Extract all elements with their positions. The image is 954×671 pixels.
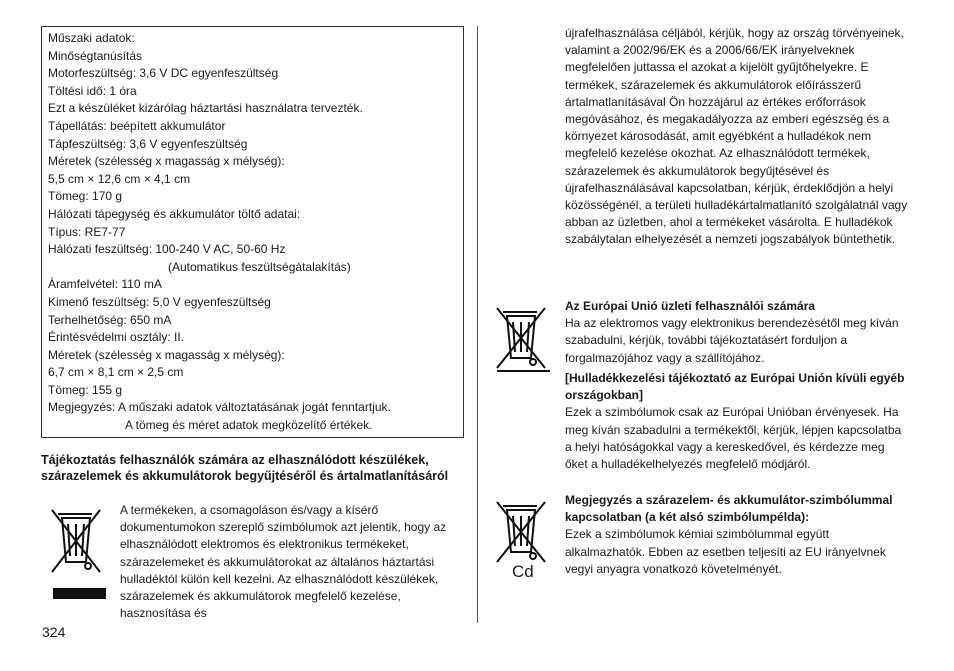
spec-line: Típus: RE7-77 (48, 224, 126, 239)
spec-line: Tápellátás: beépített akkumulátor (48, 118, 226, 133)
spec-line: Töltési idő: 1 óra (48, 83, 137, 98)
black-bar-marker (53, 588, 106, 599)
battery-symbol-note-section (565, 492, 910, 578)
column-divider (477, 26, 478, 623)
eu-business-heading: Az Európai Unió üzleti felhasználói számára (565, 299, 816, 313)
spec-line: Tömeg: 155 g (48, 382, 123, 397)
spec-line: Hálózati tápegység és akkumulátor töltő adatai: (48, 206, 301, 221)
battery-symbol-body: Ezek a szimbólumok kémiai szimbólummal együtt alkalmazhatók. Ebben az esetben teljesíti az EU irányelvnek vegyi anyagra vonatkozó követelményét. (565, 527, 886, 576)
spec-line: Motorfeszültség: 3,6 V DC egyenfeszültség (48, 66, 279, 81)
non-eu-body: Ezek a szimbólumok csak az Európai Unióban érvényesek. Ha meg kíván szabadulni a termékektől, kérjük, lépjen kapcsolatba a helyi hatóságokkal vagy a kereskedővel, és kérdezze meg őket a hulladékelhelyezés megfelelő módjáról. (565, 405, 902, 472)
spec-line: Hálózati feszültség: 100-240 V AC, 50-60 Hz (48, 242, 286, 257)
crossed-out-wheelie-bin-icon (491, 302, 551, 372)
page-number: 324 (42, 624, 66, 640)
disposal-info-body: A termékeken, a csomagoláson és/vagy a kísérő dokumentumokon szereplő szimbólumok azt jelentik, hogy az elhasználódott elektromos és elektronikus termékeket, szárazelemeket és akkumulátorokat az általános háztartási hulladéktól külön kell kezelni. Az elhasználódott készülékek, szárazelemek és akkumulátorok megfelelő kezelése, hasznosítása és (120, 503, 447, 621)
spec-line: 6,7 cm × 8,1 cm × 2,5 cm (48, 365, 184, 380)
spec-lines (48, 30, 460, 435)
spec-line: Áramfelvétel: 110 mA (48, 277, 162, 292)
spec-line: 5,5 cm × 12,6 cm × 4,1 cm (48, 171, 191, 186)
spec-line: Minőségtanúsítás (48, 48, 143, 63)
spec-line: Műszaki adatok: (48, 31, 135, 45)
battery-symbol-heading: Megjegyzés a szárazelem- és akkumulátor-szimbólummal kapcsolatban (a két alsó szimbólumpélda): (565, 493, 893, 525)
spec-line: Tápfeszültség: 3,6 V egyenfeszültség (48, 136, 248, 151)
spec-line: Ezt a készüléket kizárólag háztartási használatra tervezték. (48, 101, 363, 116)
spec-line: Érintésvédelmi osztály: II. (48, 330, 185, 345)
spec-line: Terhelhetőség: 650 mA (48, 312, 172, 327)
non-eu-heading: [Hulladékkezelési tájékoztató az Európai Unión kívüli egyéb országokban] (565, 371, 905, 403)
cadmium-symbol-label: Cd (512, 562, 534, 581)
eu-business-body: Ha az elektromos vagy elektronikus berendezésétől meg kíván szabadulni, kérjük, további tájékoztatásért forduljon a forgalmazójához vagy a szállítójához. (565, 316, 899, 365)
disposal-info-heading: Tájékoztatás felhasználók számára az elhasználódott készülékek, szárazelemek és akkumulátorok begyűjtéséről és ártalmatlanításáról (41, 453, 449, 483)
technical-specs-box (41, 26, 464, 438)
spec-line: Megjegyzés: A műszaki adatok változtatásának jogát fenntartjuk. (48, 400, 391, 415)
right-top-text: újrafelhasználása céljából, kérjük, hogy az ország törvényeinek, valamint a 2002/96/EK és a 2006/66/EK irányelveknek megfelelően juttassa el azokat a kijelölt gyűjtőhelyekre. E termékek, szárazelemek és akkumulátorok előírásszerű ártalmatlanításával Ön hozzájárul az értékes erőforrások megóvásához, és megakadályozza az emberi egészség és a környezet károsodását, amit egyébként a hulladékok nem megfelelő kezelése okozhat. Az elhasználódott termékek, szárazelemek és akkumulátorok begyűjtésével és újrafelhasználásával kapcsolatban, kérjük, érdeklődjön a helyi közösségénél, a területi hulladékártalmatlanító szolgálatnál vagy abban az üzletben, ahol a termékeket vásárolta. E hulladékok szabálytalan elhelyezését a nemzeti jogszabályok büntethetik. (565, 26, 908, 247)
eu-business-users-section (565, 298, 910, 367)
spec-line: Tömeg: 170 g (48, 189, 123, 204)
spec-line: Kimenő feszültség: 5,0 V egyenfeszültség (48, 294, 271, 309)
black-bar-marker (497, 370, 550, 372)
spec-line: Méretek (szélesség x magasság x mélység): (48, 154, 285, 169)
non-eu-section (565, 370, 910, 473)
spec-line: Méretek (szélesség x magasság x mélység): (48, 347, 285, 362)
crossed-out-wheelie-bin-icon (46, 504, 106, 576)
spec-line: (Automatikus feszültségátalakítás) (168, 259, 351, 274)
crossed-out-wheelie-bin-icon (491, 496, 551, 566)
spec-line: A tömeg és méret adatok megközelítő értékek. (125, 418, 373, 433)
